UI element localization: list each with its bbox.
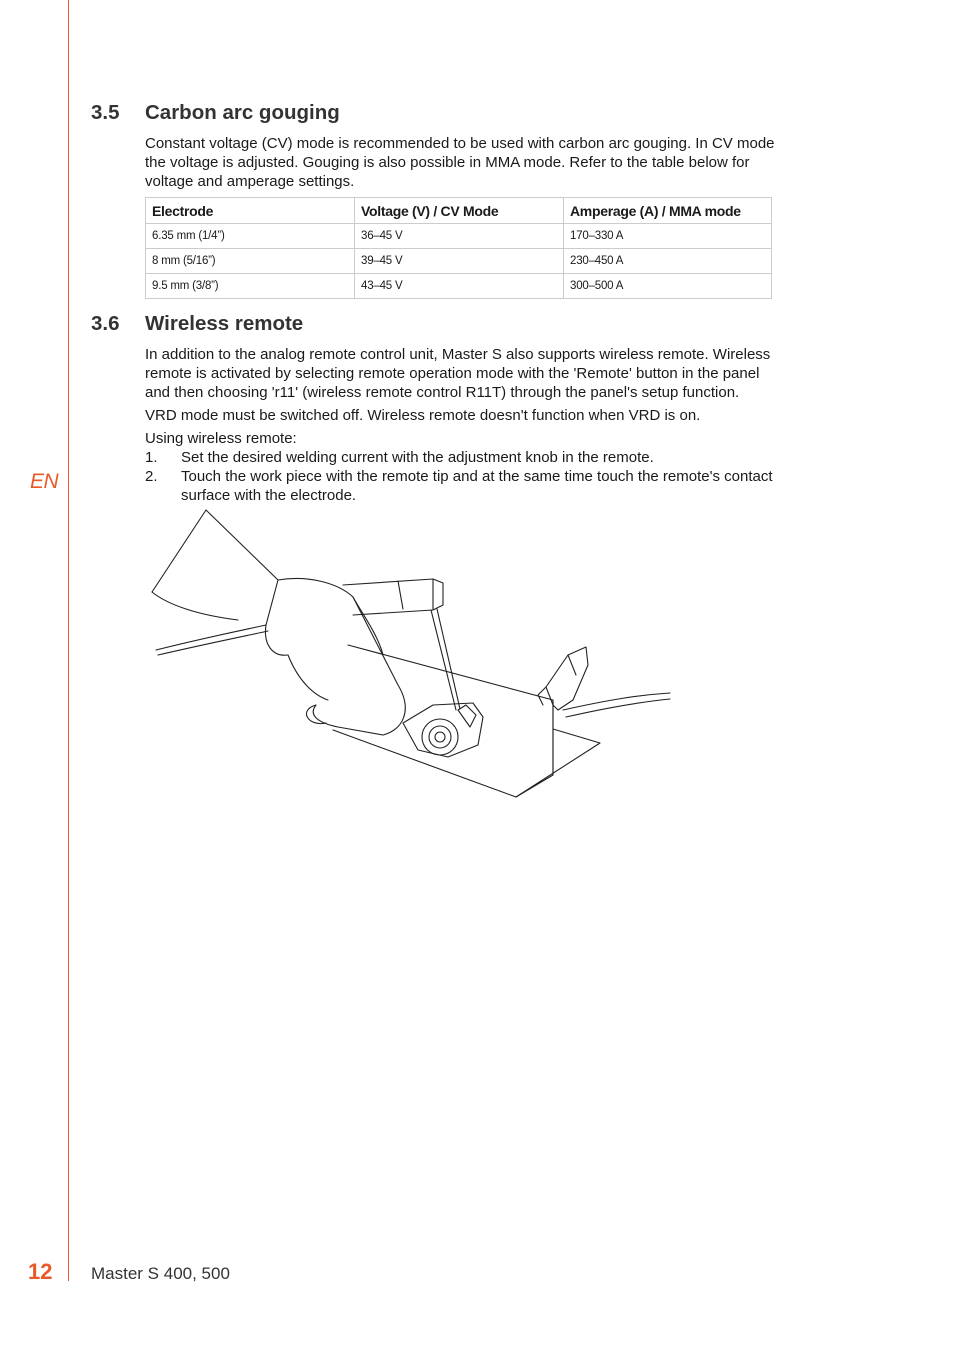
table-cell: 36–45 V	[355, 224, 564, 249]
table-cell: 43–45 V	[355, 274, 564, 299]
steps-list	[145, 448, 775, 505]
wireless-paragraph-2: VRD mode must be switched off. Wireless remote doesn't function when VRD is on.	[145, 407, 701, 424]
step-text: Set the desired welding current with the adjustment knob in the remote.	[181, 449, 654, 466]
list-item	[145, 448, 775, 467]
table-header: Voltage (V) / CV Mode	[355, 198, 564, 224]
page-number: 12	[28, 1259, 53, 1284]
gouging-paragraph: Constant voltage (CV) mode is recommended to be used with carbon arc gouging. In CV mode the voltage is adjusted. Gouging is also possible in MMA mode. Refer to the table below for voltage and amperage settings.	[145, 135, 775, 190]
margin-rule	[68, 0, 69, 1281]
table-header-row	[146, 198, 772, 224]
table-header: Amperage (A) / MMA mode	[564, 198, 772, 224]
table-cell: 170–330 A	[564, 224, 772, 249]
section-number: 3.6	[91, 312, 120, 335]
gouging-settings-table	[145, 197, 772, 299]
language-tag: EN	[30, 470, 59, 493]
table-header: Electrode	[146, 198, 355, 224]
section-title: Wireless remote	[145, 312, 304, 335]
step-text: Touch the work piece with the remote tip and at the same time touch the remote's contact surface with the electrode.	[181, 468, 773, 504]
step-number: 1.	[145, 449, 158, 466]
section-heading-3-5	[91, 101, 340, 125]
section-number: 3.5	[91, 101, 120, 124]
table-row	[146, 224, 772, 249]
table-cell: 39–45 V	[355, 249, 564, 274]
table-cell: 6.35 mm (1/4”)	[146, 224, 355, 249]
step-number: 2.	[145, 468, 158, 485]
table-row	[146, 249, 772, 274]
table-cell: 230–450 A	[564, 249, 772, 274]
table-cell: 8 mm (5/16”)	[146, 249, 355, 274]
list-item	[145, 467, 775, 505]
table-cell: 300–500 A	[564, 274, 772, 299]
section-heading-3-6	[91, 312, 303, 336]
table-cell: 9.5 mm (3/8”)	[146, 274, 355, 299]
table-row	[146, 274, 772, 299]
wireless-paragraph-3: Using wireless remote:	[145, 430, 297, 447]
wireless-paragraph-1: In addition to the analog remote control unit, Master S also supports wireless remote. Wireless remote is activated by selecting remote operation mode with the 'Remote' button in the panel and then choosing 'r11' (wireless remote control R11T) through the panel's setup function.	[145, 346, 771, 401]
section-title: Carbon arc gouging	[145, 101, 340, 124]
wireless-remote-illustration	[148, 505, 678, 805]
footer-title: Master S 400, 500	[91, 1264, 230, 1283]
